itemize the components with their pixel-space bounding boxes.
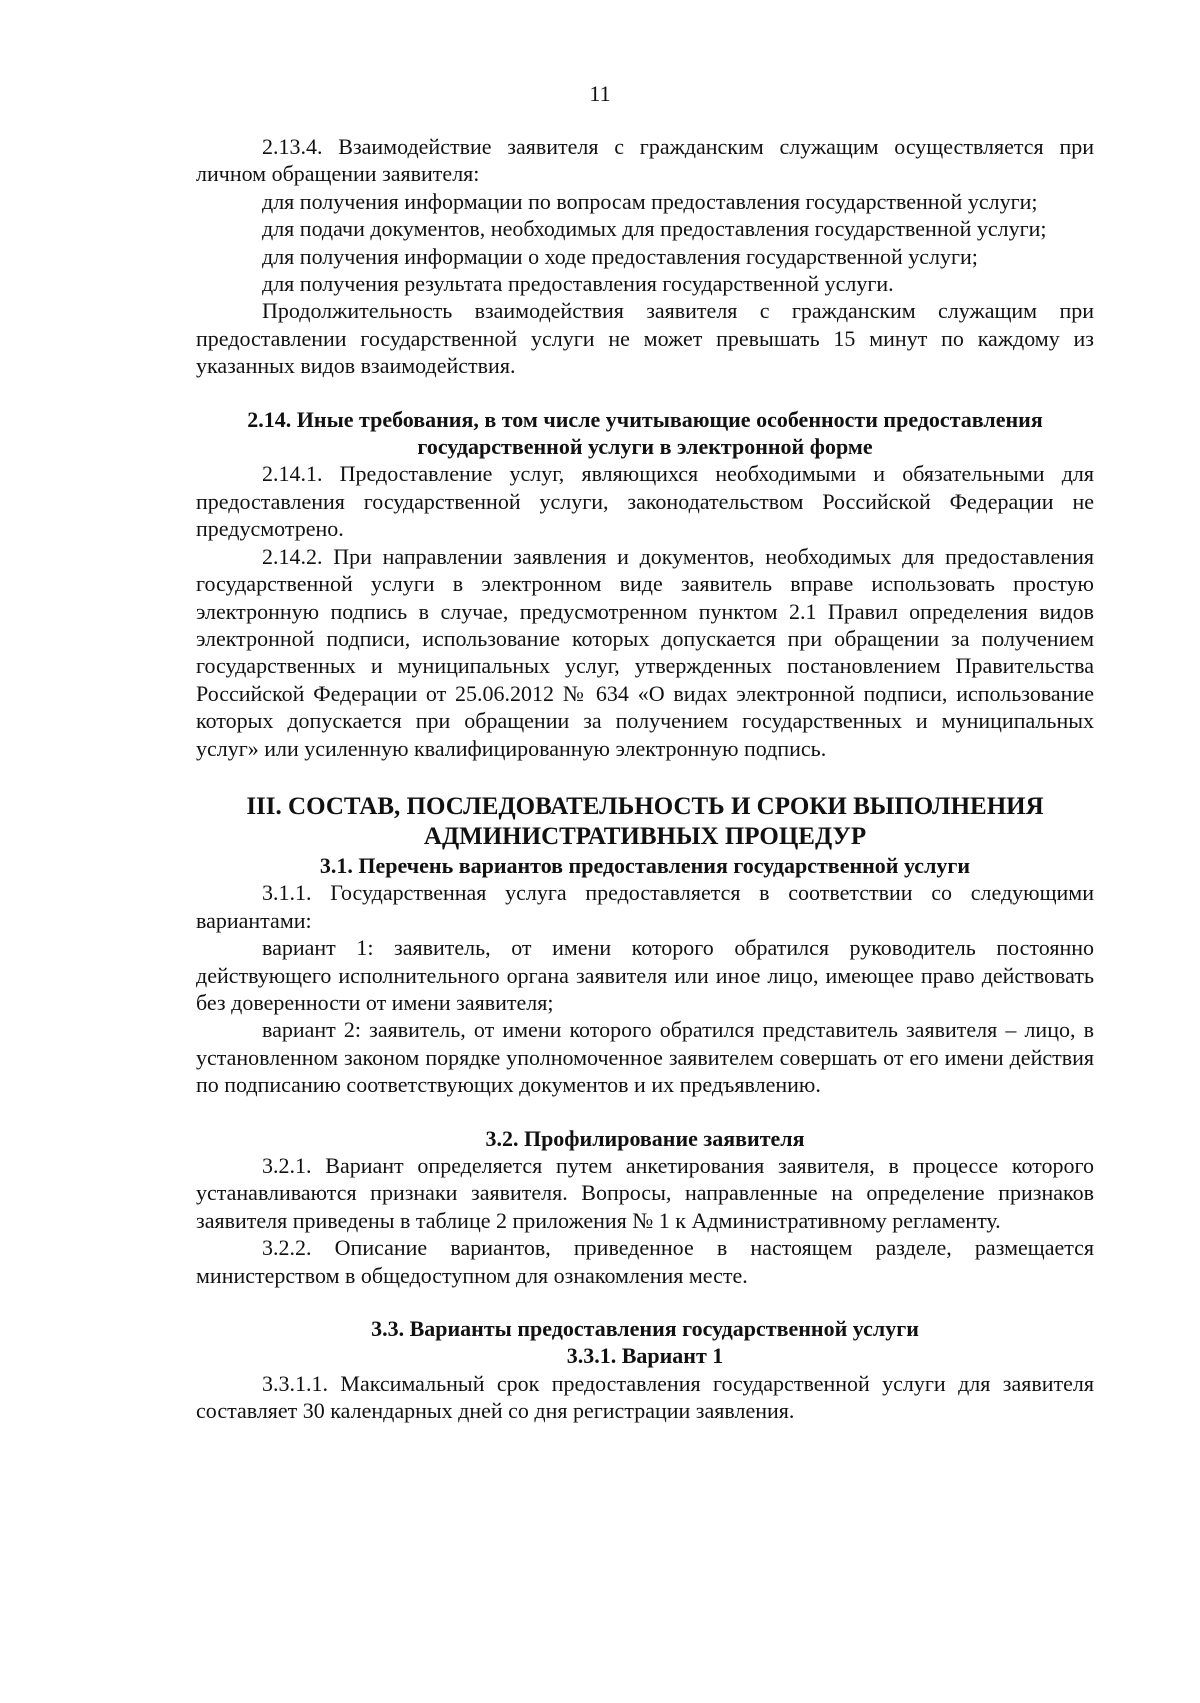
paragraph-2-13-4-intro: 2.13.4. Взаимодействие заявителя с гражданским служащим осуществляется при личном обращении заявителя: — [196, 134, 1094, 187]
list-item: для получения информации о ходе предоставления государственной услуги; — [262, 243, 978, 269]
paragraph-3-3-1-1: 3.3.1.1. Максимальный срок предоставления государственной услуги для заявителя составляет 30 календарных дней со дня регистрации заявления. — [196, 1370, 1094, 1424]
list-item: для подачи документов, необходимых для предоставления государственной услуги; — [262, 216, 1047, 242]
heading-3-3-1: 3.3.1. Вариант 1 — [566, 1343, 724, 1369]
paragraph-3-2-2: 3.2.2. Описание вариантов, приведенное в настоящем разделе, размещается министерством в общедоступном для ознакомления месте. — [196, 1235, 1094, 1288]
paragraph-duration: Продолжительность взаимодействия заявителя с гражданским служащим при предоставлении государственной услуги не может превышать 15 минут по каждому из указанных видов взаимодействия. — [196, 298, 1094, 379]
paragraph-2-14-1: 2.14.1. Предоставление услуг, являющихся необходимыми и обязательными для предоставления государственной услуги, законодательством Российской Федерации не предусмотрено. — [196, 461, 1094, 542]
heading-2-14: 2.14. Иные требования, в том числе учитывающие особенности предоставления государственной услуги в электронной форме — [247, 406, 1043, 460]
heading-3-2: 3.2. Профилирование заявителя — [485, 1125, 805, 1151]
page-number: 11 — [589, 81, 611, 106]
paragraph-2-14-2: 2.14.2. При направлении заявления и документов, необходимых для предоставления государственной услуги в электронном виде заявитель вправе использовать простую электронную подпись в случае, предусмотренном пунктом 2.1 Правил определения видов электронной подписи, использование которых допускается при обращении за получением государственных и муниципальных услуг, утвержденных постановлением Правительства Российской Федерации от 25.06.2012 № 634 «О видах электронной подписи, использование которых допускается при обращении за получением государственных и муниципальных услуг» или усиленную квалифицированную электронную подпись. — [196, 543, 1094, 761]
paragraph-variant-2: вариант 2: заявитель, от имени которого обратился представитель заявителя – лицо, в установленном законом порядке уполномоченное заявителем совершать от его имени действия по подписанию соответствующих документов и их предъявлению. — [196, 1017, 1094, 1098]
list-item: для получения информации по вопросам предоставления государственной услуги; — [262, 188, 1038, 214]
paragraph-variant-1: вариант 1: заявитель, от имени которого обратился руководитель постоянно действующего исполнительного органа заявителя или иное лицо, имеющее право действовать без доверенности от имени заявителя; — [196, 935, 1094, 1015]
list-item: для получения результата предоставления государственной услуги. — [262, 271, 894, 297]
paragraph-3-1-1: 3.1.1. Государственная услуга предоставляется в соответствии со следующими вариантами: — [196, 880, 1094, 933]
document-body — [196, 133, 1094, 1425]
paragraph-3-2-1: 3.2.1. Вариант определяется путем анкетирования заявителя, в процессе которого устанавливаются признаки заявителя. Вопросы, направленные на определение признаков заявителя приведены в таблице 2 приложения № 1 к Административному регламенту. — [196, 1153, 1094, 1233]
heading-3-1: 3.1. Перечень вариантов предоставления государственной услуги — [319, 852, 971, 878]
heading-part-3: III. СОСТАВ, ПОСЛЕДОВАТЕЛЬНОСТЬ И СРОКИ ВЫПОЛНЕНИЯ АДМИНИСТРАТИВНЫХ ПРОЦЕДУР — [246, 792, 1044, 850]
heading-3-3: 3.3. Варианты предоставления государственной услуги — [371, 1316, 919, 1342]
